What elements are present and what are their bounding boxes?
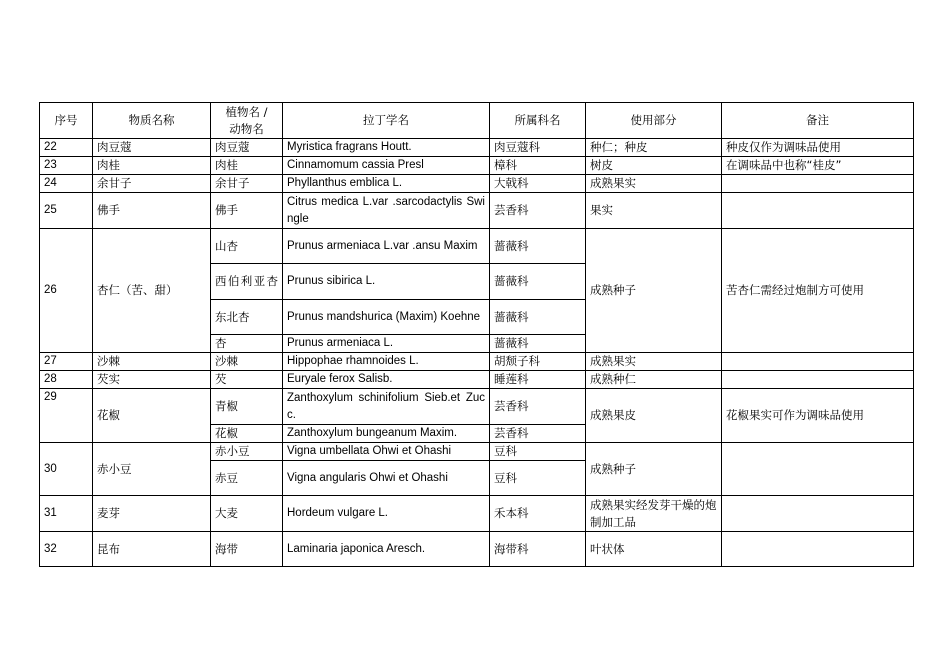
row-latin: Cinnamomum cassia Presl xyxy=(283,157,490,175)
row-latin: Zanthoxylum bungeanum Maxim. xyxy=(283,425,490,443)
row-latin: Euryale ferox Salisb. xyxy=(283,371,490,389)
row-plant: 西伯利亚杏 xyxy=(211,264,283,300)
row-family: 大戟科 xyxy=(490,175,586,193)
row-family: 蔷薇科 xyxy=(490,264,586,300)
row-plant: 沙棘 xyxy=(211,353,283,371)
row-name: 肉豆蔻 xyxy=(93,139,211,157)
row-part: 成熟果实 xyxy=(586,175,722,193)
row-family: 海带科 xyxy=(490,532,586,567)
row-note: 花椒果实可作为调味品使用 xyxy=(722,389,914,443)
row-plant: 大麦 xyxy=(211,496,283,532)
row-seq: 28 xyxy=(40,371,93,389)
row-plant: 青椒 xyxy=(211,389,283,425)
row-family: 禾本科 xyxy=(490,496,586,532)
row-latin: Prunus armeniaca L. xyxy=(283,335,490,353)
row-seq: 26 xyxy=(40,229,93,353)
row-part: 叶状体 xyxy=(586,532,722,567)
row-name: 余甘子 xyxy=(93,175,211,193)
table-row xyxy=(40,157,914,175)
row-name: 花椒 xyxy=(93,389,211,443)
header-note: 备注 xyxy=(722,103,914,139)
row-name: 麦芽 xyxy=(93,496,211,532)
row-plant: 肉桂 xyxy=(211,157,283,175)
row-name: 沙棘 xyxy=(93,353,211,371)
row-seq: 24 xyxy=(40,175,93,193)
row-family: 胡颓子科 xyxy=(490,353,586,371)
row-name: 佛手 xyxy=(93,193,211,229)
row-family: 蔷薇科 xyxy=(490,300,586,335)
row-latin: Hordeum vulgare L. xyxy=(283,496,490,532)
row-plant: 赤小豆 xyxy=(211,443,283,461)
row-plant: 肉豆蔻 xyxy=(211,139,283,157)
table-row xyxy=(40,353,914,371)
row-latin: Prunus sibirica L. xyxy=(283,264,490,300)
row-plant: 赤豆 xyxy=(211,461,283,496)
row-latin: Phyllanthus emblica L. xyxy=(283,175,490,193)
table-row xyxy=(40,229,914,264)
row-note xyxy=(722,193,914,229)
row-family: 蔷薇科 xyxy=(490,229,586,264)
row-family: 豆科 xyxy=(490,443,586,461)
row-family: 芸香科 xyxy=(490,389,586,425)
table-row xyxy=(40,175,914,193)
header-part: 使用部分 xyxy=(586,103,722,139)
table-row xyxy=(40,371,914,389)
row-seq: 22 xyxy=(40,139,93,157)
table-row xyxy=(40,139,914,157)
row-seq: 29 xyxy=(40,389,93,443)
row-part: 成熟种仁 xyxy=(586,371,722,389)
header-seq: 序号 xyxy=(40,103,93,139)
row-seq: 32 xyxy=(40,532,93,567)
row-plant: 余甘子 xyxy=(211,175,283,193)
row-latin: Hippophae rhamnoides L. xyxy=(283,353,490,371)
row-latin: Vigna umbellata Ohwi et Ohashi xyxy=(283,443,490,461)
table-row xyxy=(40,496,914,532)
row-note: 在调味品中也称“桂皮” xyxy=(722,157,914,175)
header-latin: 拉丁学名 xyxy=(283,103,490,139)
table-row xyxy=(40,443,914,461)
row-latin: Prunus armeniaca L.var .ansu Maxim xyxy=(283,229,490,264)
row-seq: 31 xyxy=(40,496,93,532)
row-part: 果实 xyxy=(586,193,722,229)
row-name: 芡实 xyxy=(93,371,211,389)
row-note: 种皮仅作为调味品使用 xyxy=(722,139,914,157)
row-part: 种仁；种皮 xyxy=(586,139,722,157)
row-name: 昆布 xyxy=(93,532,211,567)
row-note xyxy=(722,371,914,389)
header-plant: 植物名 / 动物名 xyxy=(211,103,283,139)
row-latin: Vigna angularis Ohwi et Ohashi xyxy=(283,461,490,496)
row-part: 成熟果皮 xyxy=(586,389,722,443)
row-plant: 山杏 xyxy=(211,229,283,264)
row-name: 杏仁（苦、甜） xyxy=(93,229,211,353)
row-family: 蔷薇科 xyxy=(490,335,586,353)
table-row xyxy=(40,389,914,425)
row-part: 成熟果实经发芽干燥的炮制加工品 xyxy=(586,496,722,532)
row-family: 樟科 xyxy=(490,157,586,175)
row-family: 睡莲科 xyxy=(490,371,586,389)
row-plant: 海带 xyxy=(211,532,283,567)
row-note xyxy=(722,175,914,193)
row-plant: 佛手 xyxy=(211,193,283,229)
row-family: 芸香科 xyxy=(490,193,586,229)
row-family: 肉豆蔻科 xyxy=(490,139,586,157)
row-note xyxy=(722,532,914,567)
row-note xyxy=(722,443,914,496)
row-latin: Zanthoxylum schinifolium Sieb.et Zucc. xyxy=(283,389,490,425)
row-seq: 25 xyxy=(40,193,93,229)
row-part: 成熟种子 xyxy=(586,443,722,496)
row-plant: 芡 xyxy=(211,371,283,389)
row-latin: Laminaria japonica Aresch. xyxy=(283,532,490,567)
header-row xyxy=(40,103,914,139)
row-latin: Prunus mandshurica (Maxim) Koehne xyxy=(283,300,490,335)
table-row xyxy=(40,193,914,229)
table-row xyxy=(40,532,914,567)
row-part: 树皮 xyxy=(586,157,722,175)
food-list-table xyxy=(39,102,914,567)
row-name: 赤小豆 xyxy=(93,443,211,496)
row-part: 成熟果实 xyxy=(586,353,722,371)
row-note xyxy=(722,353,914,371)
row-name: 肉桂 xyxy=(93,157,211,175)
row-seq: 23 xyxy=(40,157,93,175)
row-part: 成熟种子 xyxy=(586,229,722,353)
row-plant: 花椒 xyxy=(211,425,283,443)
row-note xyxy=(722,496,914,532)
row-latin: Citrus medica L.var .sarcodactylis Swingle xyxy=(283,193,490,229)
row-seq: 30 xyxy=(40,443,93,496)
row-plant: 杏 xyxy=(211,335,283,353)
row-latin: Myristica fragrans Houtt. xyxy=(283,139,490,157)
row-note: 苦杏仁需经过炮制方可使用 xyxy=(722,229,914,353)
row-family: 芸香科 xyxy=(490,425,586,443)
row-family: 豆科 xyxy=(490,461,586,496)
header-family: 所属科名 xyxy=(490,103,586,139)
row-plant: 东北杏 xyxy=(211,300,283,335)
header-substance: 物质名称 xyxy=(93,103,211,139)
row-seq: 27 xyxy=(40,353,93,371)
